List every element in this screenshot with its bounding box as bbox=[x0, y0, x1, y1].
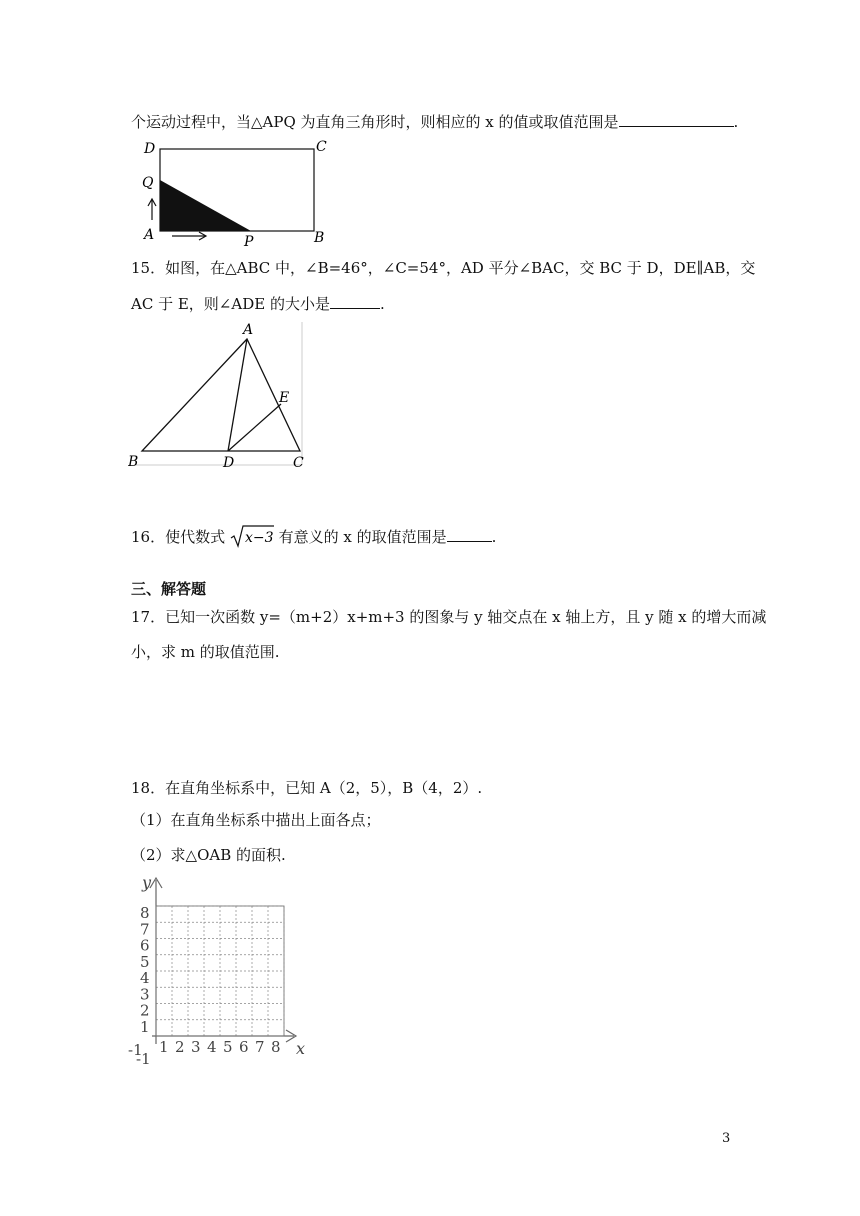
answer-blank[interactable] bbox=[447, 527, 492, 542]
x-tick-label: 5 bbox=[223, 1038, 233, 1056]
y-tick-label: 3 bbox=[140, 985, 150, 1004]
x-tick-label: 4 bbox=[207, 1038, 217, 1056]
neg-y-tick: -1 bbox=[136, 1050, 151, 1068]
q18-line1: 18．在直角坐标系中，已知 A（2，5），B（4，2）. bbox=[131, 779, 483, 797]
y-axis-label: y bbox=[142, 873, 152, 892]
y-tick-label: 8 bbox=[140, 904, 150, 922]
section-title: 三、解答题 bbox=[131, 580, 207, 598]
label-e: E bbox=[279, 390, 290, 406]
q17-line1: 17．已知一次函数 y=（m+2）x+m+3 的图象与 y 轴交点在 x 轴上方，且 y 随 x 的增大而减 bbox=[131, 608, 767, 626]
y-tick-label: 5 bbox=[140, 952, 150, 971]
x-tick-label: 1 bbox=[159, 1038, 169, 1056]
y-tick-label: 6 bbox=[140, 936, 150, 955]
label-a: A bbox=[243, 322, 254, 338]
x-tick-label: 6 bbox=[239, 1038, 249, 1056]
triangle-apq bbox=[160, 180, 251, 231]
x-tick-label: 8 bbox=[271, 1038, 281, 1056]
coordinate-grid bbox=[126, 872, 316, 1068]
y-tick-label: 7 bbox=[140, 920, 150, 939]
x-axis-label: x bbox=[296, 1039, 306, 1058]
label-a: A bbox=[144, 227, 155, 243]
square-root-expression bbox=[230, 524, 274, 548]
x-tick-label: 2 bbox=[175, 1038, 185, 1056]
label-q: Q bbox=[142, 175, 154, 191]
q18-part1: （1）在直角坐标系中描出上面各点； bbox=[131, 811, 381, 829]
answer-blank[interactable] bbox=[619, 112, 734, 127]
y-tick-label: 2 bbox=[140, 1001, 150, 1020]
q17-line2: 小，求 m 的取值范围. bbox=[131, 643, 280, 661]
q18-part2: （2）求△OAB 的面积. bbox=[131, 846, 286, 864]
svg-text:x−3: x−3 bbox=[244, 530, 274, 546]
answer-blank[interactable] bbox=[330, 294, 380, 309]
y-tick-label: 1 bbox=[140, 1017, 150, 1036]
x-tick-label: 3 bbox=[191, 1038, 201, 1056]
q15-triangle-figure bbox=[128, 320, 313, 472]
page-number: 3 bbox=[722, 1131, 731, 1146]
label-d: D bbox=[223, 455, 235, 471]
q14-rectangle-figure bbox=[138, 136, 338, 248]
neg-x-tick: -1 bbox=[128, 1041, 143, 1059]
q15-line2: AC 于 E，则∠ADE 的大小是 . bbox=[131, 295, 385, 313]
label-b: B bbox=[314, 230, 325, 246]
label-b: B bbox=[128, 454, 139, 470]
label-c: C bbox=[293, 455, 304, 471]
x-tick-label: 7 bbox=[255, 1038, 265, 1056]
label-p: P bbox=[244, 234, 254, 248]
q15-line1: 15．如图，在△ABC 中，∠B=46°，∠C=54°，AD 平分∠BAC，交 BC 于 D，DE∥AB，交 bbox=[131, 259, 756, 277]
q14-question: 个运动过程中，当△APQ 为直角三角形时，则相应的 x 的值或取值范围是 bbox=[131, 113, 619, 131]
label-d: D bbox=[144, 141, 156, 157]
label-c: C bbox=[316, 139, 327, 155]
q14-text: 个运动过程中，当△APQ 为直角三角形时，则相应的 x 的值或取值范围是 . bbox=[131, 113, 739, 131]
y-tick-label: 4 bbox=[140, 969, 150, 987]
q16-line: 16．使代数式 x−3 有意义的 x 的取值范围是 . bbox=[131, 524, 496, 548]
